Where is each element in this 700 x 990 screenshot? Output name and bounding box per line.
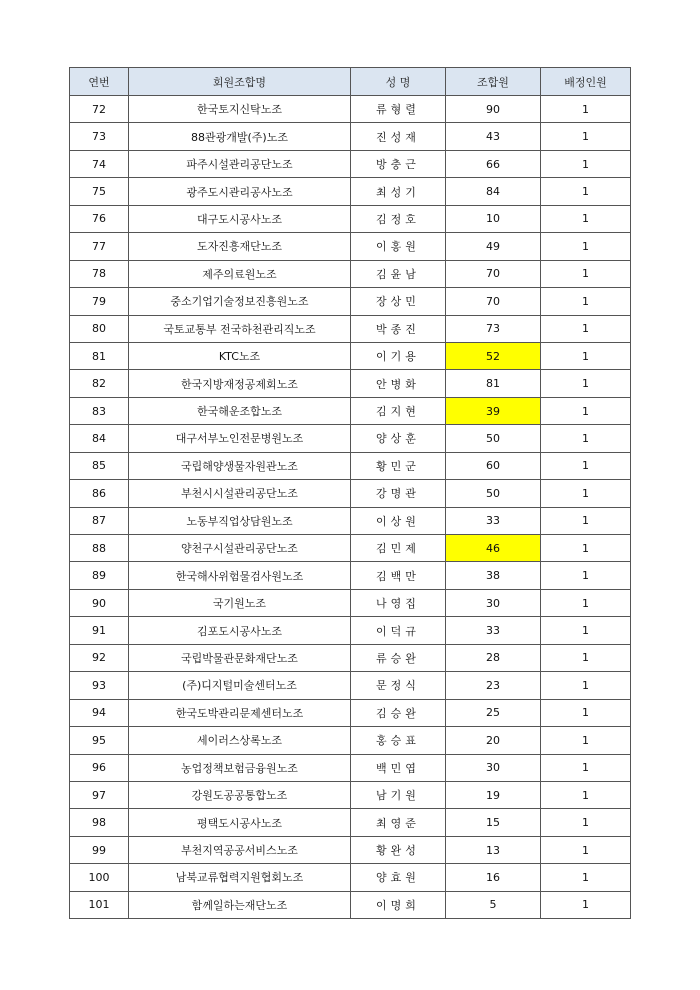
cell-person-name: 황민군	[351, 452, 446, 479]
cell-person-name: 안병화	[351, 370, 446, 397]
cell-no: 82	[70, 370, 129, 397]
cell-allocation: 1	[541, 123, 631, 150]
cell-members: 33	[446, 617, 541, 644]
cell-no: 75	[70, 178, 129, 205]
cell-no: 95	[70, 727, 129, 754]
cell-union-name: 국토교통부 전국하천관리직노조	[129, 315, 351, 342]
cell-allocation: 1	[541, 891, 631, 918]
cell-union-name: 중소기업기술정보진흥원노조	[129, 288, 351, 315]
table-row	[70, 260, 631, 287]
table-row	[70, 452, 631, 479]
cell-person-name: 양상훈	[351, 425, 446, 452]
cell-no: 101	[70, 891, 129, 918]
table-row	[70, 699, 631, 726]
cell-allocation: 1	[541, 342, 631, 369]
cell-person-name: 김정호	[351, 205, 446, 232]
cell-members: 81	[446, 370, 541, 397]
cell-no: 88	[70, 535, 129, 562]
cell-members: 19	[446, 781, 541, 808]
cell-members: 20	[446, 727, 541, 754]
table-row	[70, 480, 631, 507]
table-row	[70, 562, 631, 589]
header-union: 회원조합명	[129, 68, 351, 96]
cell-person-name: 김민제	[351, 535, 446, 562]
cell-allocation: 1	[541, 425, 631, 452]
cell-members: 23	[446, 672, 541, 699]
cell-no: 89	[70, 562, 129, 589]
cell-members: 60	[446, 452, 541, 479]
cell-union-name: 한국지방재정공제회노조	[129, 370, 351, 397]
cell-members: 49	[446, 233, 541, 260]
cell-union-name: (주)디지털미술센터노조	[129, 672, 351, 699]
cell-members: 38	[446, 562, 541, 589]
cell-allocation: 1	[541, 480, 631, 507]
cell-members: 70	[446, 288, 541, 315]
cell-person-name: 김윤남	[351, 260, 446, 287]
table-row	[70, 864, 631, 891]
cell-members: 43	[446, 123, 541, 150]
cell-no: 96	[70, 754, 129, 781]
cell-union-name: 국립박물관문화재단노조	[129, 644, 351, 671]
table-row	[70, 507, 631, 534]
cell-members: 15	[446, 809, 541, 836]
cell-allocation: 1	[541, 205, 631, 232]
table-row	[70, 617, 631, 644]
cell-person-name: 류형렬	[351, 96, 446, 123]
cell-members: 52	[446, 342, 541, 369]
cell-union-name: 평택도시공사노조	[129, 809, 351, 836]
cell-union-name: 광주도시관리공사노조	[129, 178, 351, 205]
cell-members: 46	[446, 535, 541, 562]
table-row	[70, 836, 631, 863]
cell-union-name: 도자진흥재단노조	[129, 233, 351, 260]
cell-person-name: 이명희	[351, 891, 446, 918]
table-header	[70, 68, 631, 96]
header-no: 연번	[70, 68, 129, 96]
cell-no: 85	[70, 452, 129, 479]
cell-members: 90	[446, 96, 541, 123]
cell-allocation: 1	[541, 672, 631, 699]
table-row	[70, 425, 631, 452]
table-row	[70, 644, 631, 671]
cell-allocation: 1	[541, 288, 631, 315]
table-row	[70, 727, 631, 754]
cell-members: 30	[446, 754, 541, 781]
cell-allocation: 1	[541, 370, 631, 397]
cell-person-name: 김지현	[351, 397, 446, 424]
cell-members: 10	[446, 205, 541, 232]
cell-members: 39	[446, 397, 541, 424]
cell-person-name: 장상민	[351, 288, 446, 315]
cell-union-name: 김포도시공사노조	[129, 617, 351, 644]
table-row	[70, 233, 631, 260]
cell-person-name: 이홍원	[351, 233, 446, 260]
cell-members: 30	[446, 589, 541, 616]
cell-union-name: 한국해사위험물검사원노조	[129, 562, 351, 589]
cell-allocation: 1	[541, 617, 631, 644]
cell-no: 93	[70, 672, 129, 699]
cell-allocation: 1	[541, 864, 631, 891]
cell-members: 50	[446, 480, 541, 507]
cell-union-name: 노동부직업상담원노조	[129, 507, 351, 534]
cell-allocation: 1	[541, 260, 631, 287]
cell-union-name: 한국도박관리문제센터노조	[129, 699, 351, 726]
cell-person-name: 황완성	[351, 836, 446, 863]
cell-allocation: 1	[541, 727, 631, 754]
header-members: 조합원	[446, 68, 541, 96]
cell-no: 79	[70, 288, 129, 315]
cell-person-name: 이기용	[351, 342, 446, 369]
table-row	[70, 781, 631, 808]
cell-allocation: 1	[541, 535, 631, 562]
cell-members: 28	[446, 644, 541, 671]
cell-no: 92	[70, 644, 129, 671]
cell-union-name: 대구서부노인전문병원노조	[129, 425, 351, 452]
cell-members: 70	[446, 260, 541, 287]
cell-no: 76	[70, 205, 129, 232]
cell-person-name: 남기원	[351, 781, 446, 808]
cell-union-name: 제주의료원노조	[129, 260, 351, 287]
cell-no: 72	[70, 96, 129, 123]
cell-union-name: 파주시설관리공단노조	[129, 150, 351, 177]
cell-union-name: 국립해양생물자원관노조	[129, 452, 351, 479]
table-row	[70, 315, 631, 342]
table-row	[70, 809, 631, 836]
cell-members: 33	[446, 507, 541, 534]
cell-union-name: 국기원노조	[129, 589, 351, 616]
cell-allocation: 1	[541, 699, 631, 726]
cell-no: 86	[70, 480, 129, 507]
table-row	[70, 123, 631, 150]
cell-members: 25	[446, 699, 541, 726]
table-row	[70, 397, 631, 424]
cell-person-name: 이덕규	[351, 617, 446, 644]
cell-members: 73	[446, 315, 541, 342]
cell-person-name: 나영집	[351, 589, 446, 616]
cell-no: 81	[70, 342, 129, 369]
table-row	[70, 535, 631, 562]
table-row	[70, 342, 631, 369]
cell-union-name: 세이러스상록노조	[129, 727, 351, 754]
cell-no: 77	[70, 233, 129, 260]
table-row	[70, 754, 631, 781]
table-row	[70, 672, 631, 699]
cell-no: 78	[70, 260, 129, 287]
cell-person-name: 진성재	[351, 123, 446, 150]
cell-union-name: 한국해운조합노조	[129, 397, 351, 424]
cell-allocation: 1	[541, 754, 631, 781]
table-row	[70, 891, 631, 918]
cell-union-name: 양천구시설관리공단노조	[129, 535, 351, 562]
cell-person-name: 백민엽	[351, 754, 446, 781]
cell-allocation: 1	[541, 781, 631, 808]
cell-union-name: 강원도공공통합노조	[129, 781, 351, 808]
table-row	[70, 150, 631, 177]
table-row	[70, 288, 631, 315]
cell-person-name: 강명관	[351, 480, 446, 507]
cell-person-name: 최성기	[351, 178, 446, 205]
cell-allocation: 1	[541, 233, 631, 260]
table-row	[70, 96, 631, 123]
table-row	[70, 589, 631, 616]
cell-no: 74	[70, 150, 129, 177]
cell-members: 13	[446, 836, 541, 863]
cell-person-name: 류승완	[351, 644, 446, 671]
cell-members: 5	[446, 891, 541, 918]
cell-union-name: 남북교류협력지원협회노조	[129, 864, 351, 891]
cell-no: 98	[70, 809, 129, 836]
cell-no: 84	[70, 425, 129, 452]
cell-union-name: 농업정책보험금융원노조	[129, 754, 351, 781]
cell-no: 73	[70, 123, 129, 150]
cell-union-name: KTC노조	[129, 342, 351, 369]
cell-union-name: 한국토지신탁노조	[129, 96, 351, 123]
cell-person-name: 방충근	[351, 150, 446, 177]
table-body	[70, 96, 631, 919]
cell-allocation: 1	[541, 150, 631, 177]
cell-allocation: 1	[541, 452, 631, 479]
cell-allocation: 1	[541, 836, 631, 863]
cell-person-name: 박종진	[351, 315, 446, 342]
table-row	[70, 178, 631, 205]
cell-person-name: 문정식	[351, 672, 446, 699]
cell-no: 83	[70, 397, 129, 424]
cell-members: 66	[446, 150, 541, 177]
cell-no: 90	[70, 589, 129, 616]
table-row	[70, 370, 631, 397]
cell-members: 50	[446, 425, 541, 452]
cell-members: 84	[446, 178, 541, 205]
cell-no: 91	[70, 617, 129, 644]
header-allocation: 배정인원	[541, 68, 631, 96]
cell-union-name: 함께일하는재단노조	[129, 891, 351, 918]
cell-no: 100	[70, 864, 129, 891]
cell-allocation: 1	[541, 178, 631, 205]
cell-allocation: 1	[541, 96, 631, 123]
cell-person-name: 양효원	[351, 864, 446, 891]
cell-person-name: 이상원	[351, 507, 446, 534]
cell-allocation: 1	[541, 562, 631, 589]
cell-person-name: 홍승표	[351, 727, 446, 754]
cell-members: 16	[446, 864, 541, 891]
cell-allocation: 1	[541, 809, 631, 836]
cell-no: 80	[70, 315, 129, 342]
cell-allocation: 1	[541, 315, 631, 342]
cell-union-name: 부천지역공공서비스노조	[129, 836, 351, 863]
table-row	[70, 205, 631, 232]
cell-person-name: 김백만	[351, 562, 446, 589]
cell-union-name: 대구도시공사노조	[129, 205, 351, 232]
cell-person-name: 김승완	[351, 699, 446, 726]
cell-allocation: 1	[541, 397, 631, 424]
cell-no: 99	[70, 836, 129, 863]
cell-allocation: 1	[541, 644, 631, 671]
cell-no: 97	[70, 781, 129, 808]
cell-person-name: 최영준	[351, 809, 446, 836]
cell-allocation: 1	[541, 507, 631, 534]
cell-union-name: 부천시시설관리공단노조	[129, 480, 351, 507]
header-row	[70, 68, 631, 96]
cell-allocation: 1	[541, 589, 631, 616]
cell-no: 94	[70, 699, 129, 726]
header-name: 성 명	[351, 68, 446, 96]
union-allocation-table	[69, 67, 631, 919]
cell-union-name: 88관광개발(주)노조	[129, 123, 351, 150]
cell-no: 87	[70, 507, 129, 534]
